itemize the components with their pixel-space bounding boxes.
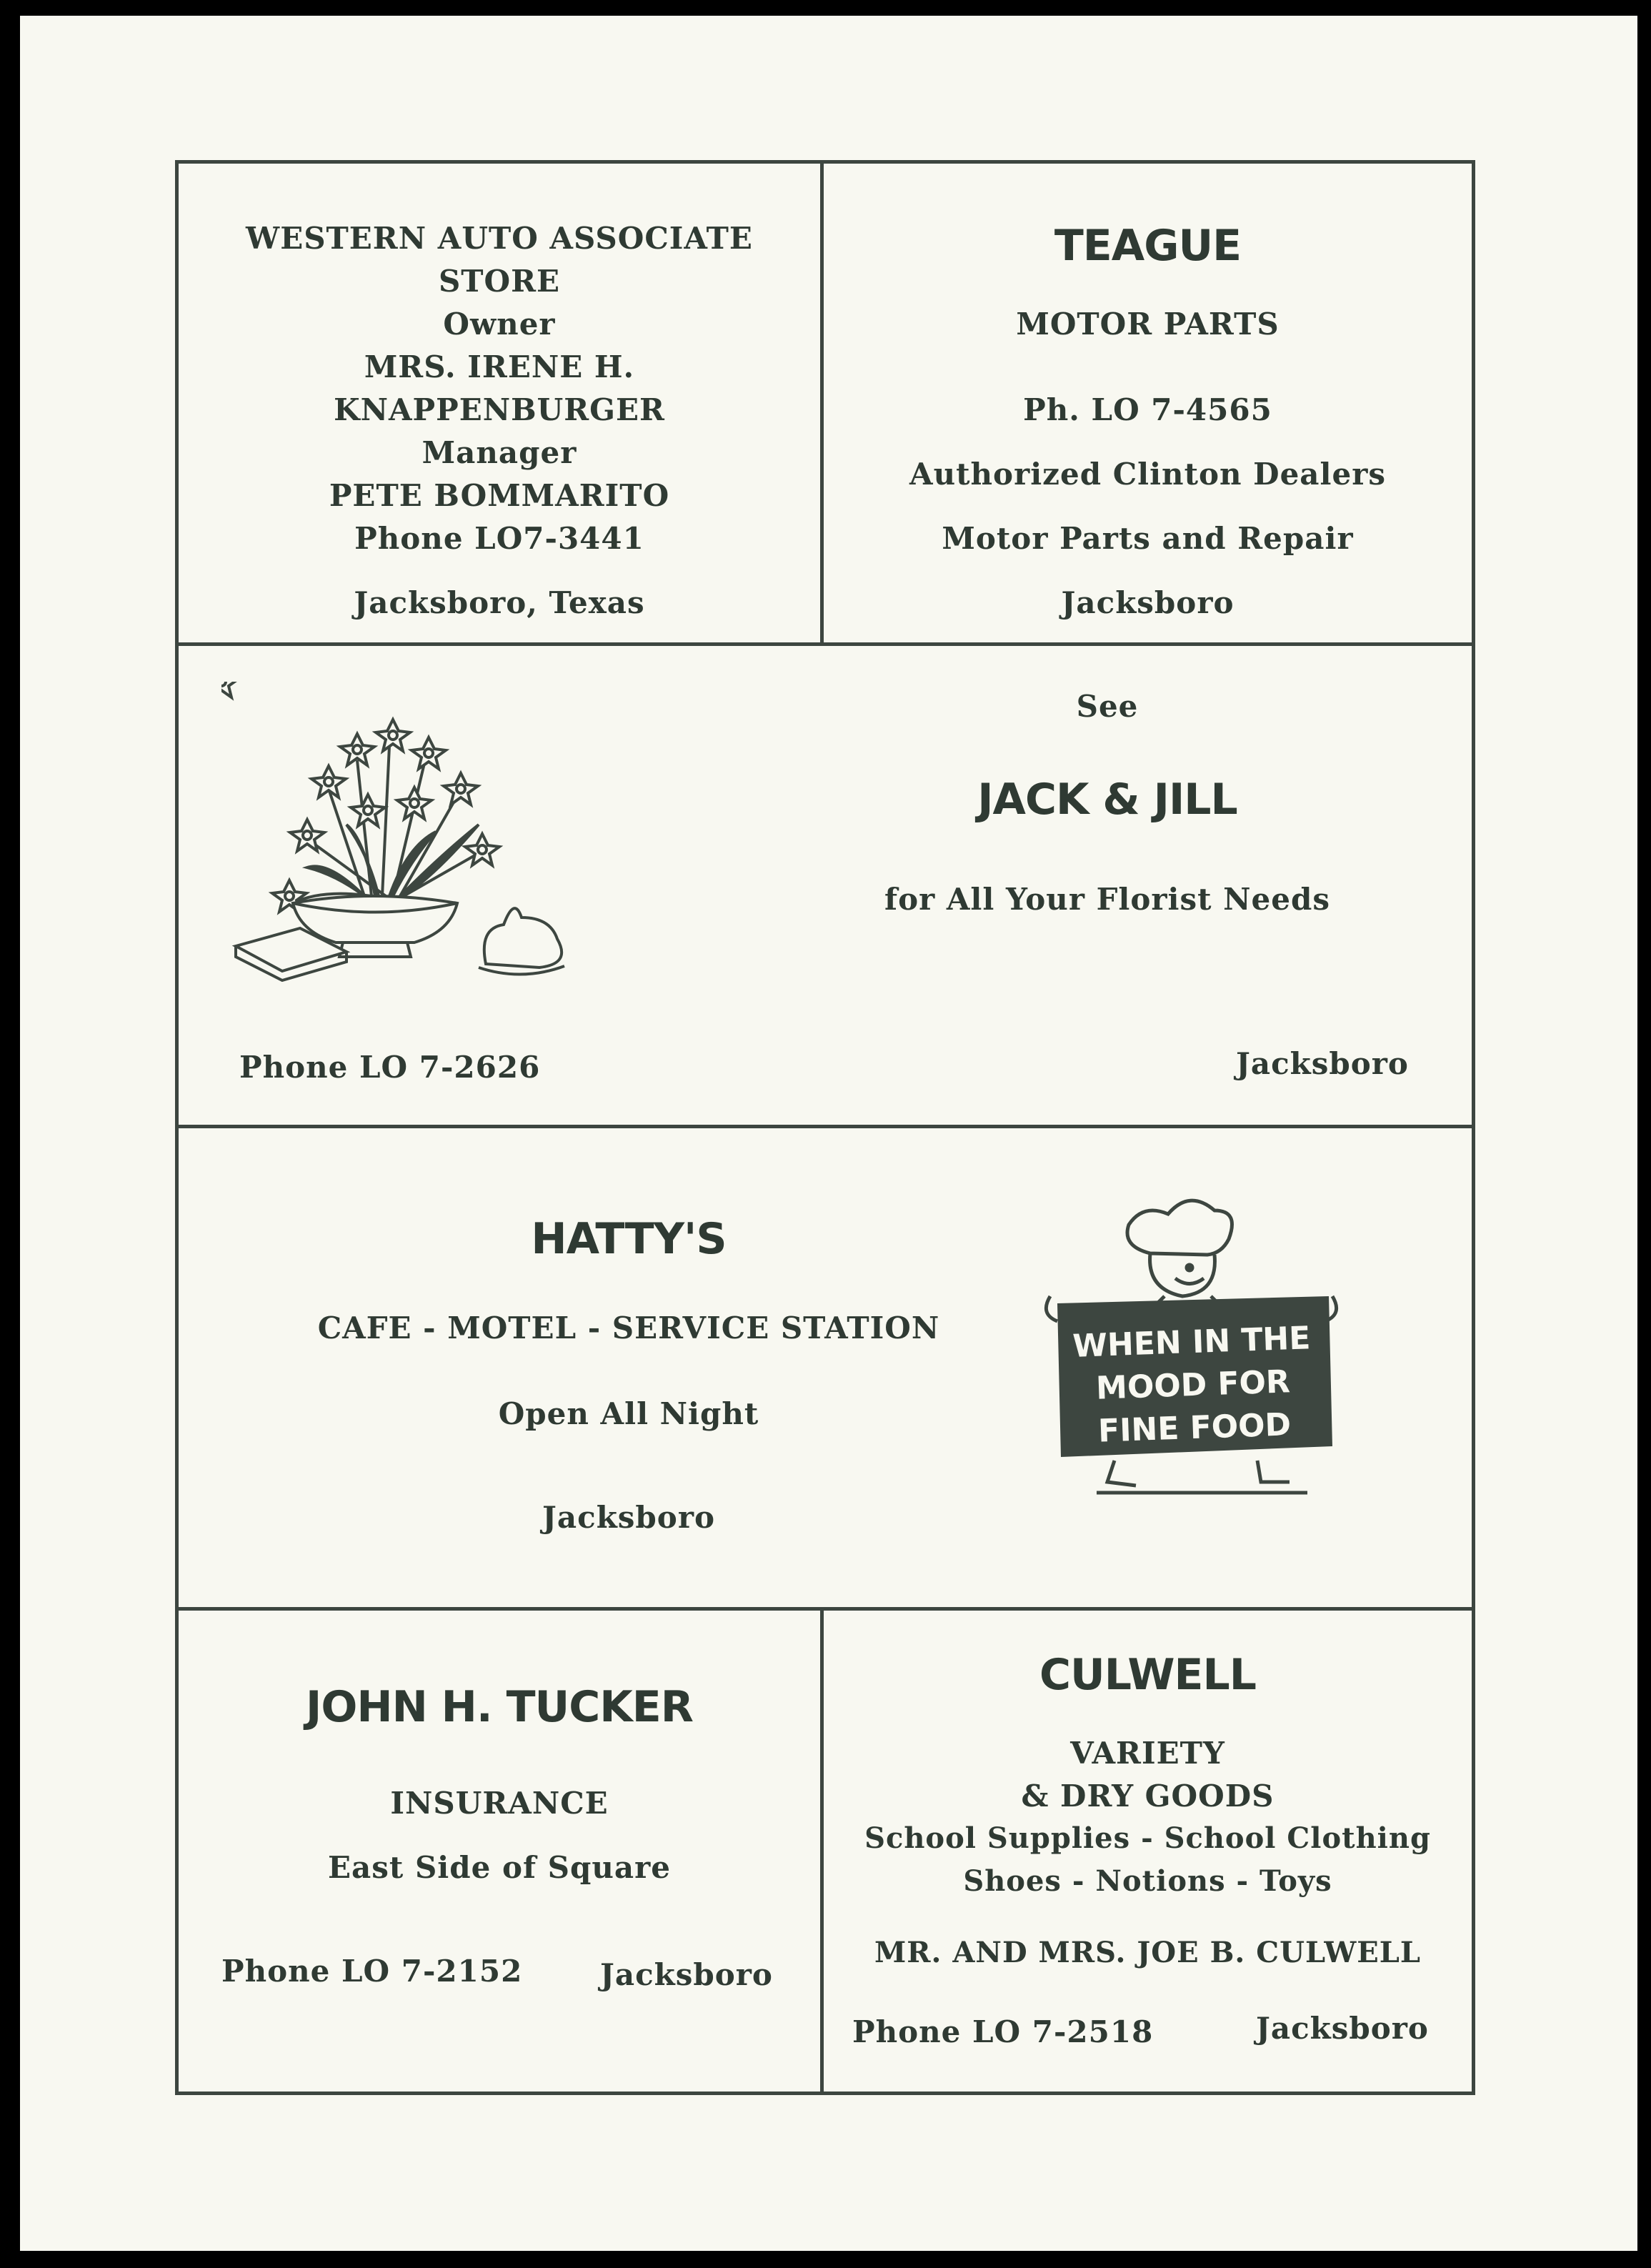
western-auto-line: Phone LO7-3441 [354, 521, 644, 556]
western-auto-line: Manager [422, 435, 577, 470]
culwell-line: School Supplies - School Clothing [864, 1821, 1431, 1855]
teague-subtitle: MOTOR PARTS [1016, 307, 1280, 342]
culwell-name: CULWELL [1039, 1650, 1256, 1700]
jack-jill-tagline: for All Your Florist Needs [884, 882, 1330, 917]
food-sign-line: WHEN IN THE [1072, 1320, 1312, 1365]
tucker-subtitle: INSURANCE [390, 1786, 609, 1821]
yearbook-ad-page [20, 16, 1637, 2251]
ad-teague [820, 160, 1475, 646]
culwell-line: & DRY GOODS [1021, 1779, 1275, 1814]
hattys-location: Jacksboro [542, 1500, 715, 1535]
ad-tucker [175, 1607, 824, 2095]
tucker-phone: Phone LO 7-2152 [221, 1954, 523, 1989]
food-sign-text [1069, 1317, 1317, 1454]
jack-jill-name: JACK & JILL [977, 775, 1237, 825]
flower-arrangement-illustration [221, 682, 593, 982]
western-auto-line: STORE [438, 264, 561, 299]
western-auto-line: KNAPPENBURGER [334, 392, 665, 427]
western-auto-line: WESTERN AUTO ASSOCIATE [246, 221, 753, 256]
culwell-line: VARIETY [1070, 1736, 1225, 1771]
food-sign-line: MOOD FOR [1095, 1363, 1291, 1407]
hattys-hours: Open All Night [498, 1396, 759, 1431]
tucker-name: JOHN H. TUCKER [306, 1682, 693, 1732]
culwell-line: Shoes - Notions - Toys [963, 1864, 1332, 1898]
jack-jill-phone: Phone LO 7-2626 [239, 1050, 541, 1085]
teague-location: Jacksboro [1061, 585, 1234, 620]
culwell-location: Jacksboro [1256, 2011, 1429, 2046]
ad-hattys [175, 1125, 1475, 1611]
teague-line: Motor Parts and Repair [942, 521, 1354, 556]
ad-culwell [820, 1607, 1475, 2095]
culwell-owners: MR. AND MRS. JOE B. CULWELL [874, 1936, 1422, 1969]
ad-jack-jill [175, 642, 1475, 1128]
western-auto-location: Jacksboro, Texas [354, 585, 645, 620]
teague-line: Authorized Clinton Dealers [909, 457, 1386, 492]
tucker-address: East Side of Square [328, 1850, 671, 1885]
jack-jill-location: Jacksboro [1236, 1046, 1409, 1081]
culwell-phone: Phone LO 7-2518 [852, 2014, 1154, 2049]
ad-grid [175, 160, 1475, 2095]
western-auto-line: MRS. IRENE H. [364, 349, 635, 384]
ad-western-auto [175, 160, 824, 646]
teague-name: TEAGUE [1054, 221, 1242, 271]
hattys-services: CAFE - MOTEL - SERVICE STATION [317, 1310, 940, 1346]
teague-phone: Ph. LO 7-4565 [1023, 392, 1272, 427]
tucker-location: Jacksboro [600, 1957, 773, 1992]
food-sign-line: FINE FOOD [1097, 1406, 1292, 1450]
hattys-name: HATTY'S [531, 1214, 727, 1264]
jack-jill-intro: See [1076, 689, 1139, 724]
western-auto-line: PETE BOMMARITO [329, 478, 670, 513]
western-auto-line: Owner [443, 307, 556, 342]
